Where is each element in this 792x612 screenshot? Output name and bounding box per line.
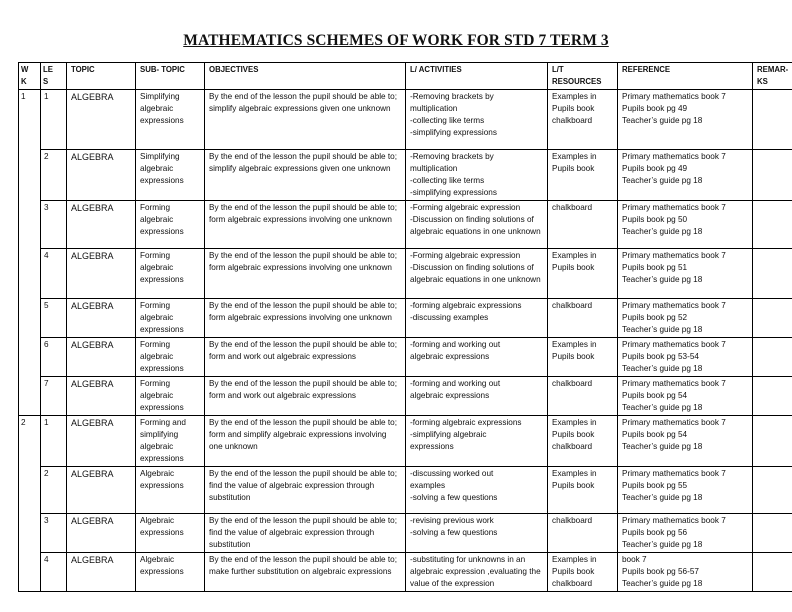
reference-cell: Primary mathematics book 7 Pupils book pg 50 Teacher’s guide pg 18 [618,201,753,249]
table-row [19,338,792,377]
objectives-cell: By the end of the lesson the pupil should be able to; form algebraic expressions involving one unknown [205,201,406,249]
remarks-cell [753,299,792,338]
table-row [19,150,792,201]
resources-cell: Examples in Pupils book [548,467,618,514]
reference-cell: Primary mathematics book 7 Pupils book pg 52 Teacher’s guide pg 18 [618,299,753,338]
activities-cell: -revising previous work -solving a few questions [406,514,548,553]
header-objectives: OBJECTIVES [205,63,406,90]
resources-cell: Examples in Pupils book chalkboard [548,553,618,592]
lesson-cell: 3 [41,514,67,553]
remarks-cell [753,553,792,592]
objectives-cell: By the end of the lesson the pupil should be able to; find the value of algebraic expression through substitution [205,514,406,553]
table-row [19,299,792,338]
reference-cell: Primary mathematics book 7 Pupils book pg 53-54 Teacher’s guide pg 18 [618,338,753,377]
sub-topic-cell: Forming algebraic expressions [136,201,205,249]
topic-cell: ALGEBRA [67,377,136,416]
header-topic: TOPIC [67,63,136,90]
topic-cell: ALGEBRA [67,553,136,592]
header-activities: L/ ACTIVITIES [406,63,548,90]
lesson-cell: 2 [41,150,67,201]
objectives-cell: By the end of the lesson the pupil should be able to; simplify algebraic expressions given one unknown [205,90,406,150]
resources-cell: Examples in Pupils book chalkboard [548,416,618,467]
activities-cell: -forming algebraic expressions -simplifying algebraic expressions [406,416,548,467]
header-sub-topic: SUB- TOPIC [136,63,205,90]
table-row [19,201,792,249]
lesson-cell: 1 [41,416,67,467]
sub-topic-cell: Algebraic expressions [136,553,205,592]
objectives-cell: By the end of the lesson the pupil should be able to; make further substitution on algebraic expressions [205,553,406,592]
table-row [19,377,792,416]
sub-topic-cell: Algebraic expressions [136,467,205,514]
resources-cell: chalkboard [548,201,618,249]
sub-topic-cell: Simplifying algebraic expressions [136,150,205,201]
lesson-cell: 7 [41,377,67,416]
remarks-cell [753,201,792,249]
lesson-cell: 3 [41,201,67,249]
header-remarks: REMAR- KS [753,63,792,90]
reference-cell: book 7 Pupils book pg 56-57 Teacher’s guide pg 18 [618,553,753,592]
table-row [19,249,792,299]
header-reference: REFERENCE [618,63,753,90]
topic-cell: ALGEBRA [67,249,136,299]
topic-cell: ALGEBRA [67,201,136,249]
sub-topic-cell: Forming algebraic expressions [136,338,205,377]
lesson-cell: 6 [41,338,67,377]
reference-cell: Primary mathematics book 7 Pupils book pg 49 Teacher’s guide pg 18 [618,150,753,201]
table-row [19,553,792,592]
resources-cell: Examples in Pupils book [548,249,618,299]
objectives-cell: By the end of the lesson the pupil should be able to; form algebraic expressions involving one unknown [205,249,406,299]
topic-cell: ALGEBRA [67,338,136,377]
week-cell: 1 [19,90,41,416]
reference-cell: Primary mathematics book 7 Pupils book pg 49 Teacher’s guide pg 18 [618,90,753,150]
remarks-cell [753,514,792,553]
table-row [19,90,792,150]
remarks-cell [753,377,792,416]
sub-topic-cell: Algebraic expressions [136,514,205,553]
resources-cell: chalkboard [548,514,618,553]
topic-cell: ALGEBRA [67,514,136,553]
resources-cell: chalkboard [548,299,618,338]
scheme-of-work-table [18,62,792,592]
objectives-cell: By the end of the lesson the pupil should be able to; simplify algebraic expressions given one unknown [205,150,406,201]
objectives-cell: By the end of the lesson the pupil should be able to; form algebraic expressions involving one unknown [205,299,406,338]
activities-cell: -forming and working out algebraic expressions [406,338,548,377]
reference-cell: Primary mathematics book 7 Pupils book pg 54 Teacher’s guide pg 18 [618,416,753,467]
remarks-cell [753,150,792,201]
page-title: MATHEMATICS SCHEMES OF WORK FOR STD 7 TERM 3 [183,32,609,49]
activities-cell: -Forming algebraic expression -Discussion on finding solutions of algebraic equations in one unknown [406,249,548,299]
remarks-cell [753,416,792,467]
header-week: W K [19,63,41,90]
lesson-cell: 5 [41,299,67,338]
objectives-cell: By the end of the lesson the pupil should be able to; form and work out algebraic expressions [205,377,406,416]
sub-topic-cell: Forming algebraic expressions [136,299,205,338]
activities-cell: -forming algebraic expressions -discussing examples [406,299,548,338]
header-resources: L/T RESOURCES [548,63,618,90]
remarks-cell [753,338,792,377]
reference-cell: Primary mathematics book 7 Pupils book pg 51 Teacher’s guide pg 18 [618,249,753,299]
resources-cell: Examples in Pupils book [548,338,618,377]
sub-topic-cell: Simplifying algebraic expressions [136,90,205,150]
activities-cell: -substituting for unknowns in an algebraic expression ,evaluating the value of the expression [406,553,548,592]
table-row [19,416,792,467]
activities-cell: -forming and working out algebraic expressions [406,377,548,416]
reference-cell: Primary mathematics book 7 Pupils book pg 56 Teacher’s guide pg 18 [618,514,753,553]
resources-cell: chalkboard [548,377,618,416]
topic-cell: ALGEBRA [67,416,136,467]
remarks-cell [753,90,792,150]
topic-cell: ALGEBRA [67,299,136,338]
remarks-cell [753,249,792,299]
table-row [19,514,792,553]
resources-cell: Examples in Pupils book chalkboard [548,90,618,150]
header-row [19,63,792,90]
resources-cell: Examples in Pupils book [548,150,618,201]
reference-cell: Primary mathematics book 7 Pupils book pg 54 Teacher’s guide pg 18 [618,377,753,416]
header-lesson: LE S [41,63,67,90]
objectives-cell: By the end of the lesson the pupil should be able to; form and simplify algebraic expressions involving one unknown [205,416,406,467]
table-row [19,467,792,514]
activities-cell: -Removing brackets by multiplication -collecting like terms -simplifying expressions [406,150,548,201]
objectives-cell: By the end of the lesson the pupil should be able to; form and work out algebraic expressions [205,338,406,377]
sub-topic-cell: Forming algebraic expressions [136,249,205,299]
sub-topic-cell: Forming algebraic expressions [136,377,205,416]
activities-cell: -Forming algebraic expression -Discussion on finding solutions of algebraic equations in one unknown [406,201,548,249]
activities-cell: -discussing worked out examples -solving a few questions [406,467,548,514]
lesson-cell: 4 [41,249,67,299]
reference-cell: Primary mathematics book 7 Pupils book pg 55 Teacher’s guide pg 18 [618,467,753,514]
lesson-cell: 2 [41,467,67,514]
topic-cell: ALGEBRA [67,150,136,201]
lesson-cell: 4 [41,553,67,592]
topic-cell: ALGEBRA [67,90,136,150]
topic-cell: ALGEBRA [67,467,136,514]
objectives-cell: By the end of the lesson the pupil should be able to; find the value of algebraic expression through substitution [205,467,406,514]
week-cell: 2 [19,416,41,592]
activities-cell: -Removing brackets by multiplication -collecting like terms -simplifying expressions [406,90,548,150]
lesson-cell: 1 [41,90,67,150]
sub-topic-cell: Forming and simplifying algebraic expressions [136,416,205,467]
remarks-cell [753,467,792,514]
